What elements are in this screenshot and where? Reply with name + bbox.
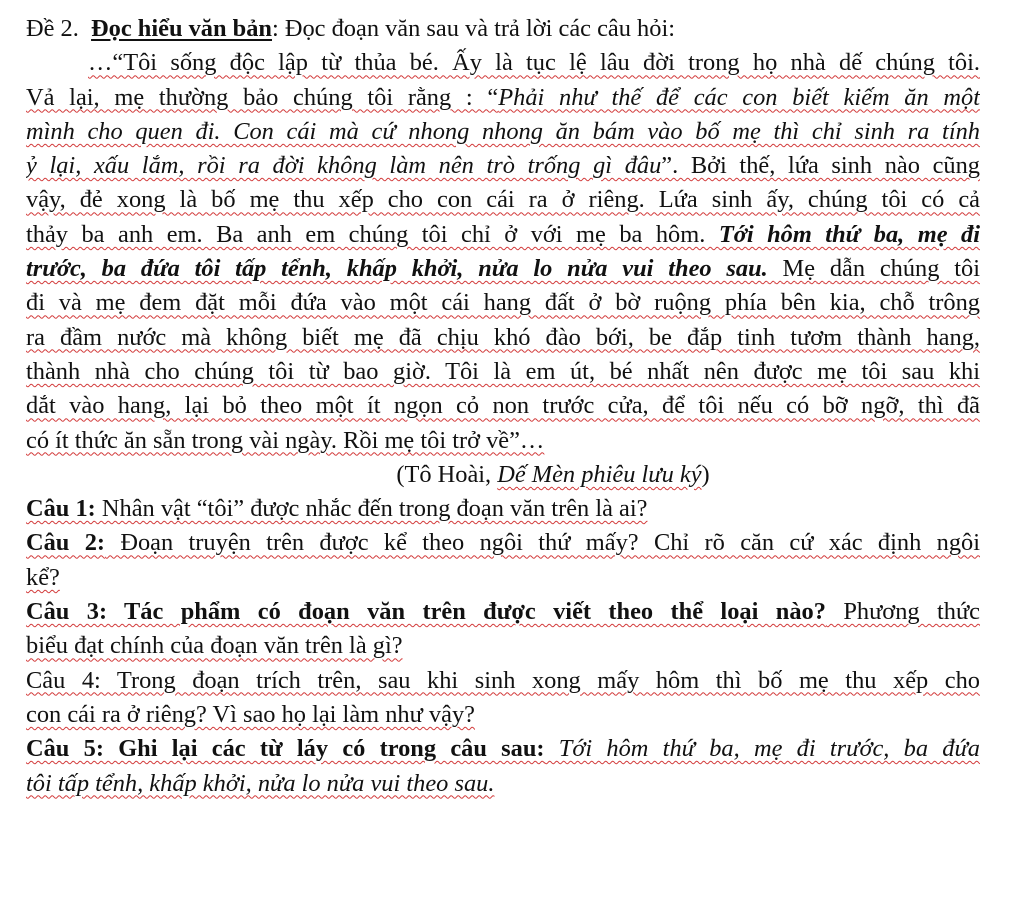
reading-passage bbox=[26, 46, 980, 458]
passage-line: có ít thức ăn sẵn trong vài ngày. Rồi mẹ tôi trở về”… bbox=[26, 426, 545, 454]
section-title: Đọc hiểu văn bản bbox=[91, 15, 272, 42]
question-list bbox=[26, 492, 980, 801]
passage-line: vậy, đẻ xong là bố mẹ thu xếp cho con cái ra ở riêng. Lứa sinh ấy, chúng tôi có cả bbox=[26, 186, 980, 214]
highlighted-sentence: trước, ba đứa tôi tấp tểnh, khấp khởi, nửa lo nửa vui theo sau. bbox=[26, 255, 768, 283]
exam-header bbox=[26, 12, 980, 46]
exam-number: Đề 2. bbox=[26, 15, 79, 42]
question-3: Câu 3: Tác phẩm có đoạn văn trên được viết theo thể loại nào? Phương thức bbox=[26, 598, 980, 626]
question-2: Câu 2: Đoạn truyện trên được kể theo ngôi thứ mấy? Chỉ rõ căn cứ xác định ngôi bbox=[26, 529, 980, 557]
passage-line: dắt vào hang, lại bỏ theo một ít ngọn cỏ non trước cửa, để tôi nếu có bỡ ngỡ, thì đã bbox=[26, 392, 980, 420]
question-label: Câu 5: Ghi lại các từ láy có trong câu sau: bbox=[26, 735, 545, 763]
question-3-continued: biểu đạt chính của đoạn văn trên là gì? bbox=[26, 632, 403, 660]
citation: (Tô Hoài, Dế Mèn phiêu lưu ký) bbox=[396, 460, 710, 488]
highlighted-sentence: Tới hôm thứ ba, mẹ đi bbox=[718, 220, 980, 248]
passage-line: đi và mẹ đem đặt mỗi đứa vào một cái hang đất ở bờ ruộng phía bên kia, chỗ trông bbox=[26, 289, 980, 317]
passage-line: ra đầm nước mà không biết mẹ đã chịu khó đào bới, be đắp tinh tươm thành hang, bbox=[26, 323, 980, 351]
passage-line: ỷ lại, xấu lắm, rồi ra đời không làm nên trò trống gì đâu”. Bởi thế, lứa sinh nào cũng bbox=[26, 152, 980, 180]
question-5-continued: tôi tấp tểnh, khấp khởi, nửa lo nửa vui theo sau. bbox=[26, 769, 495, 797]
question-4-continued: con cái ra ở riêng? Vì sao họ lại làm như vậy? bbox=[26, 700, 475, 728]
passage-line: thành nhà cho chúng tôi từ bao giờ. Tôi là em út, bé nhất nên được mẹ tôi sau khi bbox=[26, 357, 980, 385]
question-label: Câu 1: bbox=[26, 495, 96, 523]
citation-work: Dế Mèn phiêu lưu ký bbox=[497, 460, 702, 488]
passage-line: trước, ba đứa tôi tấp tểnh, khấp khởi, nửa lo nửa vui theo sau. Mẹ dẫn chúng tôi bbox=[26, 255, 980, 283]
question-5: Câu 5: Ghi lại các từ láy có trong câu sau: Tới hôm thứ ba, mẹ đi trước, ba đứa bbox=[26, 735, 980, 763]
quoted-advice: Phải như thế để các con biết kiếm ăn một bbox=[498, 83, 980, 111]
question-label: Câu 3: Tác phẩm có đoạn văn trên được viết theo thể loại nào? bbox=[26, 598, 826, 626]
question-4: Câu 4: Trong đoạn trích trên, sau khi sinh xong mấy hôm thì bố mẹ thu xếp cho bbox=[26, 666, 980, 694]
passage-line: Vả lại, mẹ thường bảo chúng tôi rằng : “Phải như thế để các con biết kiếm ăn một bbox=[26, 83, 980, 111]
passage-line: thảy ba anh em. Ba anh em chúng tôi chỉ ở với mẹ ba hôm. Tới hôm thứ ba, mẹ đi bbox=[26, 220, 980, 248]
section-instruction: : Đọc đoạn văn sau và trả lời các câu hỏi: bbox=[272, 15, 675, 42]
passage-line: mình cho quen đi. Con cái mà cứ nhong nhong ăn bám vào bố mẹ thì chỉ sinh ra tính bbox=[26, 117, 980, 145]
question-label: Câu 2: bbox=[26, 529, 106, 557]
passage-line: …“Tôi sống độc lập từ thủa bé. Ấy là tục lệ lâu đời trong họ nhà dế chúng tôi. bbox=[88, 49, 980, 77]
citation-author: (Tô Hoài, bbox=[396, 460, 498, 488]
question-1: Câu 1: Nhân vật “tôi” được nhắc đến trong đoạn văn trên là ai? bbox=[26, 495, 648, 523]
question-2-continued: kể? bbox=[26, 563, 60, 591]
